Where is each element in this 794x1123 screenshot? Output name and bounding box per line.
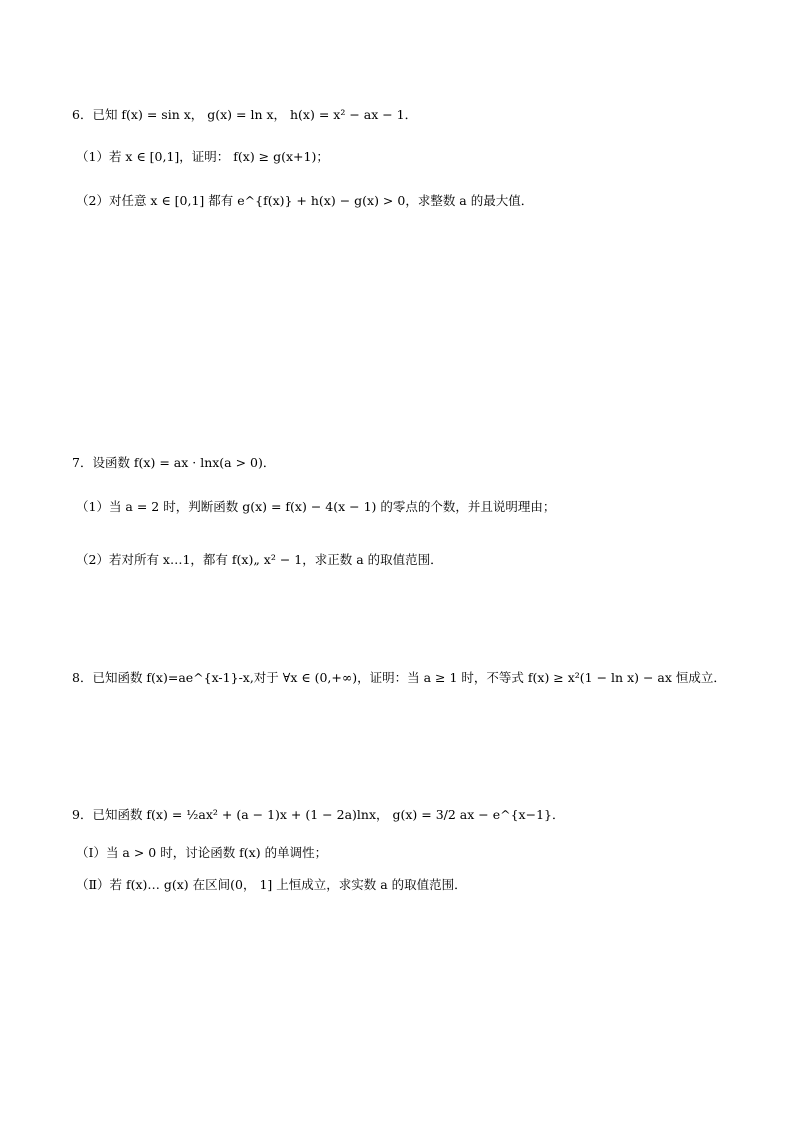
problem-9-statement: 9．已知函数 f(x) = ½ax² + (a − 1)x + (1 − 2a)lnx， g(x) = 3/2 ax − e^{x−1}． [72, 807, 565, 822]
problem-6-part-1: （1）若 x ∈ [0,1]，证明： f(x) ≥ g(x+1)； [76, 149, 329, 164]
problem-6-statement: 6．已知 f(x) = sin x， g(x) = ln x， h(x) = x² − ax − 1． [72, 107, 418, 122]
problem-9-part-1: （Ⅰ）当 a > 0 时，讨论函数 f(x) 的单调性； [76, 845, 328, 860]
problem-7-part-2: （2）若对所有 x…1，都有 f(x)„ x² − 1，求正数 a 的取值范围． [76, 552, 443, 567]
problem-6-part-2: （2）对任意 x ∈ [0,1] 都有 e^{f(x)} + h(x) − g(x) > 0，求整数 a 的最大值． [76, 193, 534, 208]
problem-9-part-2: （Ⅱ）若 f(x)… g(x) 在区间(0， 1] 上恒成立，求实数 a 的取值范围． [76, 877, 467, 892]
problem-7-part-1: （1）当 a = 2 时，判断函数 g(x) = f(x) − 4(x − 1) 的零点的个数，并且说明理由； [76, 499, 556, 514]
problem-7-statement: 7．设函数 f(x) = ax · lnx(a > 0)． [72, 455, 276, 470]
problem-8-statement: 8．已知函数 f(x)=ae^{x-1}-x,对于 ∀x ∈ (0,+∞)，证明：当 a ≥ 1 时，不等式 f(x) ≥ x²(1 − ln x) − ax 恒成立． [72, 670, 726, 685]
